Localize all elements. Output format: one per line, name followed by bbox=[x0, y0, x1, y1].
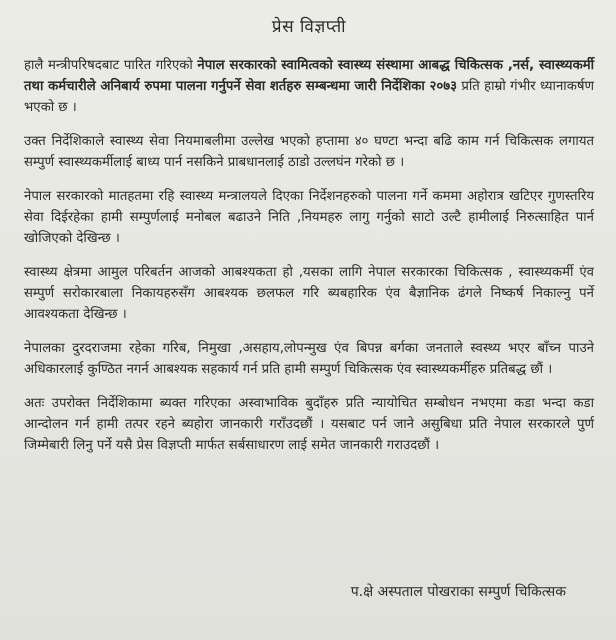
paragraph-1 bbox=[24, 55, 594, 118]
document-title: प्रेस विज्ञप्ती bbox=[271, 17, 347, 37]
paragraph-1-rest: प्रति हाम्रो गंभीर ध्यानाकर्षण भएको छ । bbox=[24, 79, 594, 115]
paragraph-1-intro: हालै मन्त्रीपरिषदबाट पारित गरिएको bbox=[24, 58, 198, 73]
paragraph-6: अतः उपरोक्त निर्देशिकामा ब्यक्त गरिएका अस्वाभाविक बुदाँहरु प्रति न्यायोचित सम्बोधन नभएमा कडा भन्दा कडा आन्दोलन गर्न हामी तत्पर रहने ब्यहोरा जानकारी गराँउदछौं । यसबाट पर्न जाने असुबिधा प्रति नेपाल सरकारले पुर्ण जिम्मेबारी लिनु पर्ने यसै प्रेस विज्ञप्ती मार्फत सर्बसाधारण लाई समेत जानकारी गराउदछौं । bbox=[24, 396, 594, 453]
paragraph-2: उक्त निर्देशिकाले स्वास्थ्य सेवा नियमाबलीमा उल्लेख भएको हप्तामा ४० घण्टा भन्दा बढि काम गर्न चिकित्सक लगायत सम्पुर्ण स्वास्थ्यकर्मीलाई बाध्य पार्न नसकिने प्राबधानलाई ठाडो उल्लघंन गरेको छ । bbox=[24, 134, 594, 170]
paragraph-5: नेपालका दुरदराजमा रहेका गरिब, निमुखा ,असहाय,लोपन्मुख एंव बिपन्न बर्गका जनताले स्वस्थ्य भएर बाँच्न पाउने अधिकारलाई कुण्ठित नगर्न आबश्यक सहकार्य गर्न प्रति हामी सम्पुर्ण चिकित्सक एंव स्वास्थ्यकर्मीहरु प्रतिबद्ध छौं । bbox=[24, 341, 594, 377]
paragraph-3: नेपाल सरकारको मातहतमा रहि स्वास्थ्य मन्त्रालयले दिएका निर्देशनहरुको पालना गर्ने कममा अहोरात्र खटिएर गुणस्तरिय सेवा दिईरहेका हामी सम्पुर्णलाई मनोबल बढाउने निति ,नियमहरु लागु गर्नुको साटो उल्टै हामीलाई निरुत्साहित पार्न खोजिएको देखिन्छ । bbox=[24, 189, 594, 246]
paragraph-4: स्वास्थ्य क्षेत्रमा आमुल परिबर्तन आजको आबश्यकता हो ,यसका लागि नेपाल सरकारका चिकित्सक , स्वास्थ्यकर्मी एंव सम्पुर्ण सरोकारबाला निकायहरुसँग आबश्यक छलफल गरि ब्यबहारिक एंव बैज्ञानिक ढंगले निष्कर्ष निकाल्नु पर्ने आवश्यकता देखिन्छ । bbox=[24, 265, 594, 322]
paragraph-1-bold: नेपाल सरकारको स्वामित्वको स्वास्थ्य संस्थामा आबद्ध चिकित्सक ,नर्स, स्वास्थ्यकर्मी तथा कर्मचारीले अनिबार्य रुपमा पालना गर्नुपर्ने सेवा शर्तहरु सम्बन्धमा जारी निर्देशिका २०७३ bbox=[24, 58, 594, 94]
signature: प.क्षे अस्पताल पोखराका सम्पुर्ण चिकित्सक bbox=[350, 584, 566, 600]
